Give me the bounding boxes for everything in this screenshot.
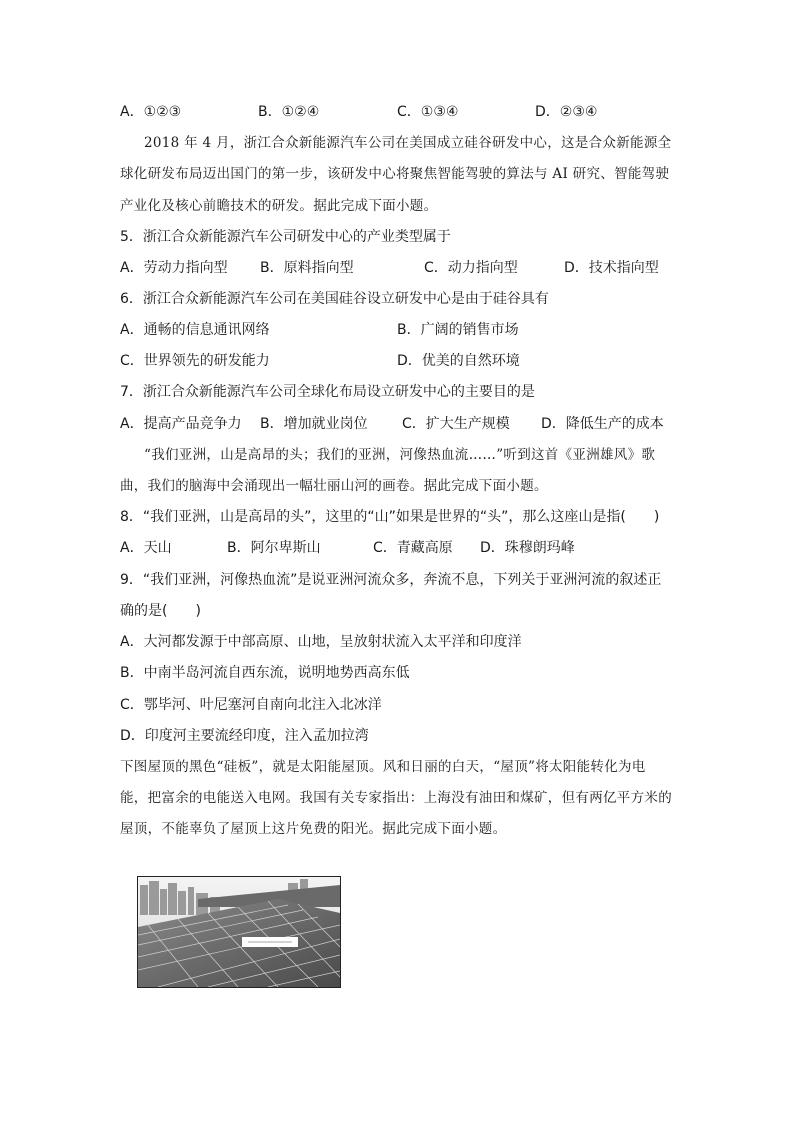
q8-option-a: A．天山 [120,540,172,556]
q7-option-c: C．扩大生产规模 [402,416,510,432]
q5-option-a: A．劳动力指向型 [120,260,228,276]
q9-stem-line-2: 确的是( ) [120,603,201,619]
q5-stem: 5．浙江合众新能源汽车公司研发中心的产业类型属于 [120,229,451,245]
passage3-line-2: 能，把富余的电能送入电网。我国有关专家指出：上海没有油田和煤矿，但有两亿平方米的 [120,790,672,806]
q9-stem-line-1: 9．“我们亚洲，河像热血流”是说亚洲河流众多，奔流不息，下列关于亚洲河流的叙述正 [120,572,662,588]
q5-option-b: B．原料指向型 [260,260,354,276]
q6-option-d: D．优美的自然环境 [397,353,520,369]
q9-option-c: C．鄂毕河、叶尼塞河自南向北注入北冰洋 [120,697,382,713]
q6-option-a: A．通畅的信息通讯网络 [120,322,270,338]
q4-option-a: A．①②③ [120,104,182,120]
solar-panel-illustration [138,877,340,987]
passage1-line-3: 产业化及核心前瞻技术的研发。据此完成下面小题。 [120,198,438,214]
q6-option-c: C．世界领先的研发能力 [120,353,270,369]
q5-option-d: D．技术指向型 [564,260,659,276]
q5-option-c: C．动力指向型 [424,260,518,276]
q9-option-a: A．大河都发源于中部高原、山地，呈放射状流入太平洋和印度洋 [120,634,522,650]
q8-option-c: C．青藏高原 [373,540,453,556]
passage3-line-1: 下图屋顶的黑色“硅板”，就是太阳能屋顶。风和日丽的白天，“屋顶”将太阳能转化为电 [120,759,646,775]
q7-option-a: A．提高产品竞争力 [120,416,242,432]
passage1-line-2: 球化研发布局迈出国门的第一步，该研发中心将聚焦智能驾驶的算法与 AI 研究、智能驾驶 [120,166,670,182]
q6-stem: 6．浙江合众新能源汽车公司在美国硅谷设立研发中心是由于硅谷具有 [120,291,549,307]
passage2-line-1: “我们亚洲，山是高昂的头；我们的亚洲，河像热血流……”听到这首《亚洲雄风》歌 [144,447,656,463]
q7-option-b: B．增加就业岗位 [260,416,368,432]
passage3-line-3: 屋顶，不能辜负了屋顶上这片免费的阳光。据此完成下面小题。 [120,821,507,837]
q9-option-b: B．中南半岛河流自西东流，说明地势西高东低 [120,665,410,681]
passage2-line-2: 曲，我们的脑海中会涌现出一幅壮丽山河的画卷。据此完成下面小题。 [120,478,548,494]
solar-roof-photo [137,876,341,988]
q4-option-b: B．①②④ [258,104,320,120]
q4-option-d: D．②③④ [535,104,598,120]
q7-option-d: D．降低生产的成本 [541,416,664,432]
q4-option-c: C．①③④ [397,104,459,120]
q7-stem: 7．浙江合众新能源汽车公司全球化布局设立研发中心的主要目的是 [120,384,535,400]
q6-option-b: B．广阔的销售市场 [397,322,519,338]
q8-option-b: B．阿尔卑斯山 [227,540,321,556]
q9-option-d: D．印度河主要流经印度，注入孟加拉湾 [120,728,369,744]
q8-option-d: D．珠穆朗玛峰 [480,540,575,556]
q8-stem: 8．“我们亚洲，山是高昂的头”，这里的“山”如果是世界的“头”，那么这座山是指( ) [120,509,660,525]
passage1-line-1: 2018 年 4 月，浙江合众新能源汽车公司在美国成立硅谷研发中心，这是合众新能源全 [144,135,672,151]
